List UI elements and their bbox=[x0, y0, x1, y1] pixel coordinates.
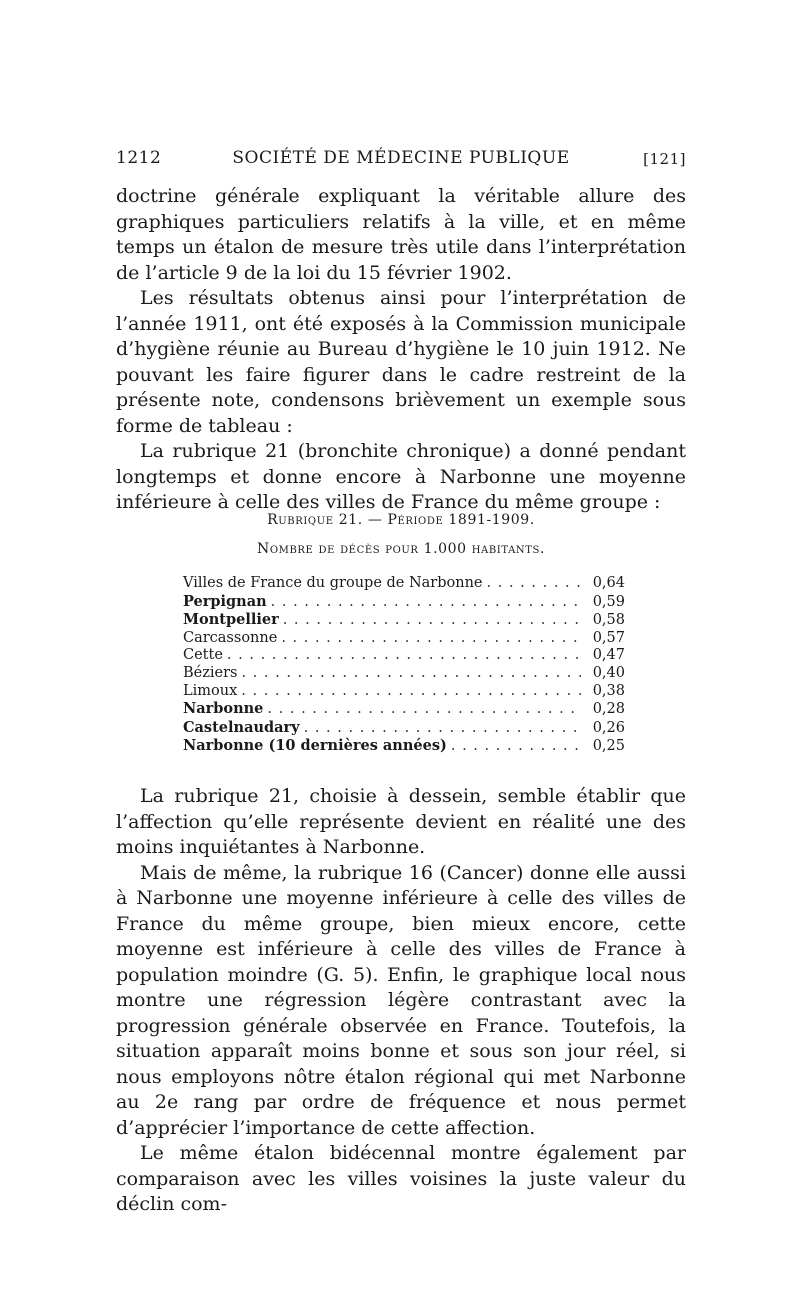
row-value: 0,25 bbox=[592, 738, 625, 755]
table-row bbox=[183, 630, 625, 648]
row-label: Carcassonne bbox=[183, 629, 278, 646]
table-row bbox=[183, 575, 625, 593]
row-value: 0,58 bbox=[592, 612, 625, 629]
row-value: 0,59 bbox=[592, 593, 625, 610]
row-label: Cette bbox=[183, 647, 223, 664]
row-value: 0,57 bbox=[592, 629, 625, 646]
leader-dots bbox=[271, 594, 581, 612]
leader-dots bbox=[267, 701, 581, 719]
leader-dots bbox=[241, 665, 581, 683]
leader-dots bbox=[283, 612, 581, 630]
leader-dots bbox=[227, 647, 581, 665]
table-row bbox=[183, 700, 625, 719]
row-label: Montpellier bbox=[183, 611, 279, 629]
table-row bbox=[183, 593, 625, 612]
row-label: Limoux bbox=[183, 682, 238, 699]
table-row bbox=[183, 665, 625, 683]
leader-dots bbox=[281, 630, 581, 648]
row-label: Castelnaudary bbox=[183, 718, 300, 736]
paragraph: La rubrique 21, choisie à dessein, semble établir que l’affection qu’elle représente devient en réalité une des moins inquiétantes à Narbonne. bbox=[116, 785, 686, 858]
leader-dots bbox=[241, 683, 581, 701]
folio-number: [121] bbox=[643, 150, 686, 168]
mortality-table bbox=[183, 575, 625, 756]
row-value: 0,40 bbox=[592, 664, 625, 681]
row-label: Narbonne (10 dernières années) bbox=[183, 737, 447, 755]
text-block-bottom bbox=[116, 784, 686, 1218]
paragraph: Mais de même, la rubrique 16 (Cancer) donne elle aussi à Narbonne une moyenne inférieure à celle des villes de France du même groupe, bien mieux encore, cette moyenne est inférieure à celle des villes de France à population moindre (G. 5). Enfin, le graphique local nous montre une régression légère contrastant avec la progression générale observée en France. Toutefois, la situation apparaît moins bonne et sous son jour réel, si nous employons nôtre étalon régional qui met Narbonne au 2e rang par ordre de fréquence et nous permet d’apprécier l’importance de cette affection. bbox=[116, 861, 686, 1139]
row-label: Béziers bbox=[183, 664, 238, 681]
leader-dots bbox=[451, 738, 581, 756]
leader-dots bbox=[304, 720, 581, 738]
row-value: 0,47 bbox=[592, 647, 625, 664]
row-label: Narbonne bbox=[183, 700, 264, 718]
paragraph: Les résultats obtenus ainsi pour l’interprétation de l’année 1911, ont été exposés à la Commission municipale d’hygiène réunie au Bureau d’hygiène le 10 juin 1912. Ne pouvant les faire figurer dans le cadre restreint de la présente note, condensons brièvement un exemple sous forme de tableau : bbox=[116, 287, 686, 437]
table-row bbox=[183, 647, 625, 665]
table-row bbox=[183, 719, 625, 738]
table-row bbox=[183, 611, 625, 630]
row-value: 0,64 bbox=[592, 575, 625, 591]
row-value: 0,28 bbox=[592, 701, 625, 718]
row-label: Perpignan bbox=[183, 592, 267, 610]
leader-dots bbox=[487, 575, 581, 593]
running-header bbox=[116, 148, 686, 172]
table-caption-subheading: Nombre de décès pour 1.000 habitants. bbox=[256, 541, 546, 557]
table-caption-heading: Rubrique 21. — Période 1891-1909. bbox=[267, 512, 535, 528]
row-value: 0,38 bbox=[592, 682, 625, 699]
paragraph: doctrine générale expliquant la véritable allure des graphiques particuliers relatifs à la ville, et en même temps un étalon de mesure très utile dans l’interprétation de l’article 9 de la loi du 15 février 1902. bbox=[116, 185, 686, 284]
table-row bbox=[183, 683, 625, 701]
table-row bbox=[183, 737, 625, 756]
row-label: Villes de France du groupe de Narbonne bbox=[183, 575, 483, 591]
paragraph: La rubrique 21 (bronchite chronique) a donné pendant longtemps et donne encore à Narbonne une moyenne inférieure à celle des villes de France du même groupe : bbox=[116, 440, 686, 513]
text-block-top bbox=[116, 184, 686, 516]
running-title: SOCIÉTÉ DE MÉDECINE PUBLIQUE bbox=[232, 148, 570, 168]
paragraph: Le même étalon bidécennal montre également par comparaison avec les villes voisines la juste valeur du déclin com- bbox=[116, 1142, 686, 1215]
row-value: 0,26 bbox=[592, 719, 625, 736]
page-number: 1212 bbox=[116, 148, 162, 168]
